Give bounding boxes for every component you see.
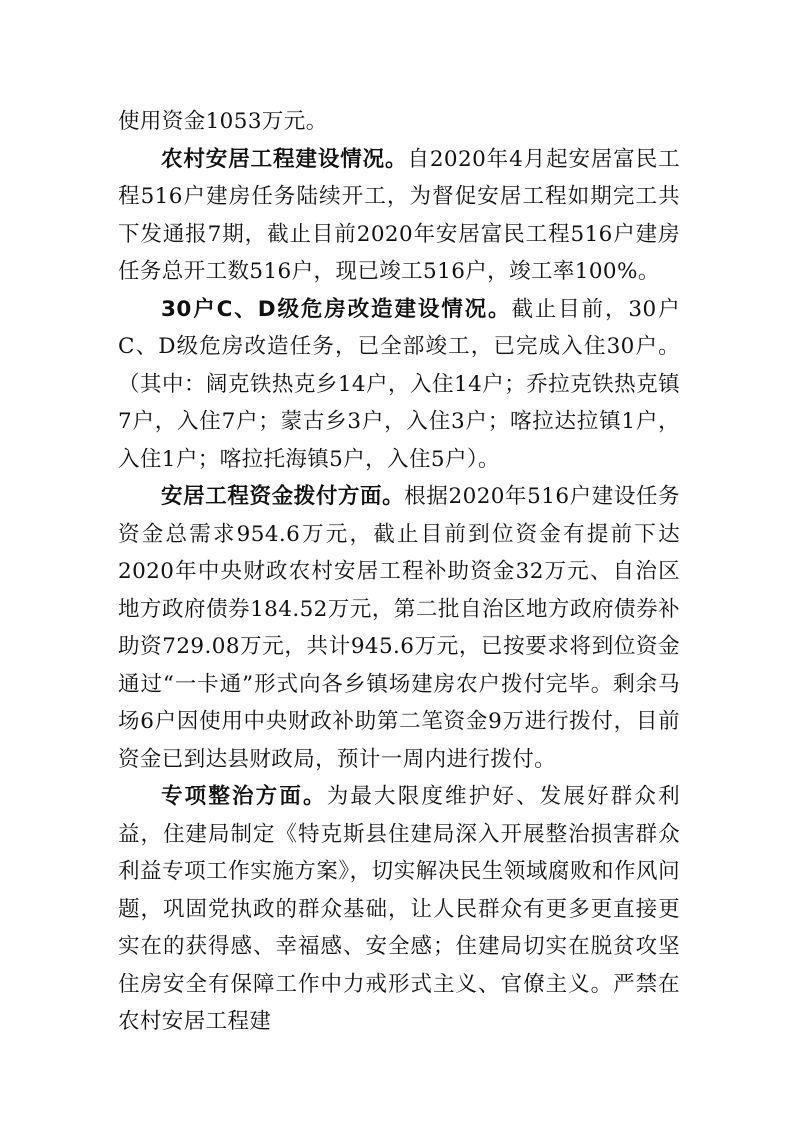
paragraph-funds-used xyxy=(118,103,680,141)
paragraph-body: 自2020年4月起安居富民工程516户建房任务陆续开工，为督促安居工程如期完工共下发通报7期，截止目前2020年安居富民工程516户建房任务总开工数516户，现已竣工516户，竣工率100%。 xyxy=(118,146,680,284)
paragraph-special-rectification xyxy=(118,778,680,1041)
paragraph-body: 使用资金1053万元。 xyxy=(118,109,328,134)
section-heading: 安居工程资金拨付方面。 xyxy=(161,484,405,509)
section-heading: 农村安居工程建设情况。 xyxy=(161,146,408,172)
section-heading: 30户C、D级危房改造建设情况。 xyxy=(161,296,512,322)
document-page xyxy=(118,103,680,1041)
paragraph-body: 为最大限度维护好、发展好群众利益，住建局制定《特克斯县住建局深入开展整治损害群众利益专项工作实施方案》，切实解决民生领域腐败和作风问题，巩固党执政的群众基础，让人民群众有更多更直接更实在的获得感、幸福感、安全感；住建局切实在脱贫攻坚住房安全有保障工作中力戒形式主义、官僚主义。严禁在农村安居工程建 xyxy=(118,784,680,1034)
paragraph-body: 截止目前，30户C、D级危房改造任务，已全部竣工，已完成入住30户。（其中：阔克铁热克乡14户，入住14户；乔拉克铁热克镇7户，入住7户；蒙古乡3户，入住3户；喀拉达拉镇1户，入住1户；喀拉托海镇5户，入住5户）。 xyxy=(118,296,680,472)
section-heading: 专项整治方面。 xyxy=(161,784,327,809)
paragraph-dangerous-housing xyxy=(118,291,680,479)
paragraph-body: 根据2020年516户建设任务资金总需求954.6万元，截止目前到位资金有提前下达2020年中央财政农村安居工程补助资金32万元、自治区地方政府债券184.52万元，第二批自治区地方政府债券补助资729.08万元，共计945.6万元，已按要求将到位资金通过“一卡通”形式向各乡镇场建房农户拨付完毕。剩余马场6户因使用中央财政补助第二笔资金9万进行拨付，目前资金已到达县财政局，预计一周内进行拨付。 xyxy=(118,484,680,772)
paragraph-fund-allocation xyxy=(118,478,680,778)
paragraph-rural-housing xyxy=(118,141,680,291)
